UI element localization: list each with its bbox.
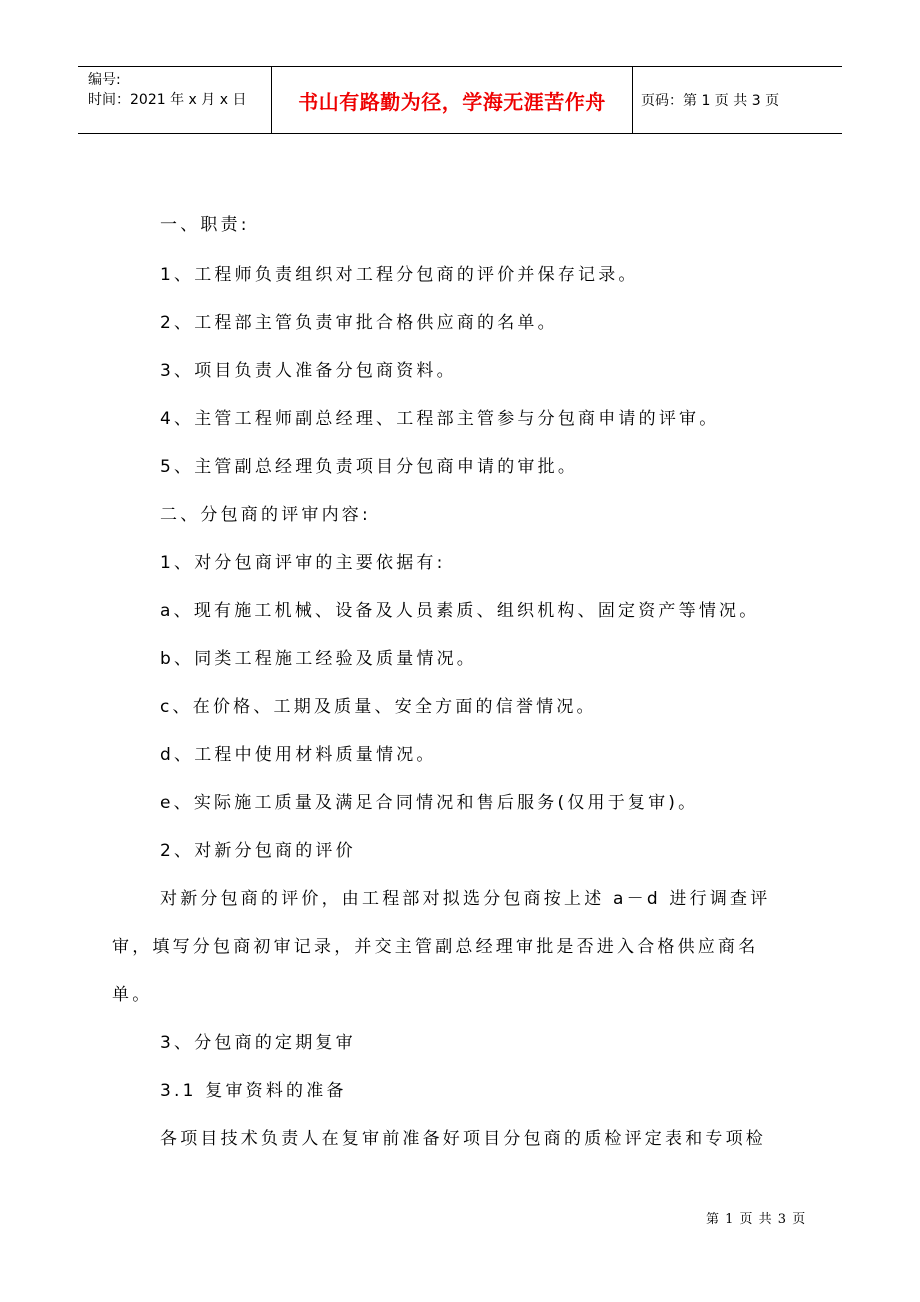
document-header: [78, 66, 842, 134]
body-line: c、在价格、工期及质量、安全方面的信誉情况。: [160, 697, 597, 717]
paragraph-new-subcontractor-line2: 审，填写分包商初审记录，并交主管副总经理审批是否进入合格供应商名: [112, 937, 759, 957]
document-number-label: 编号:: [88, 72, 121, 88]
section-heading-duties: 一、职责:: [160, 215, 250, 235]
paragraph-new-subcontractor-line3: 单。: [112, 985, 153, 1005]
body-line: 3、项目负责人准备分包商资料。: [160, 361, 457, 381]
page-footer: 第 1 页 共 3 页: [706, 1212, 807, 1227]
body-line: 4、主管工程师副总经理、工程部主管参与分包商申请的评审。: [160, 409, 720, 429]
header-motto: 书山有路勤为径，学海无涯苦作舟: [272, 67, 633, 133]
body-line: 5、主管副总经理负责项目分包商申请的审批。: [160, 457, 579, 477]
body-line: 2、对新分包商的评价: [160, 841, 356, 861]
body-line: a、现有施工机械、设备及人员素质、组织机构、固定资产等情况。: [160, 601, 760, 621]
paragraph-prep-line1: 各项目技术负责人在复审前准备好项目分包商的质检评定表和专项检: [160, 1129, 766, 1149]
body-line: 3、分包商的定期复审: [160, 1033, 356, 1053]
paragraph-new-subcontractor-line1: 对新分包商的评价，由工程部对拟选分包商按上述 a－d 进行调查评: [160, 889, 771, 909]
document-date-label: 时间：2021 年 x 月 x 日: [88, 92, 247, 108]
body-line: 2、工程部主管负责审批合格供应商的名单。: [160, 313, 558, 333]
header-meta-cell: [78, 67, 272, 133]
header-page-code: 页码：第 1 页 共 3 页: [641, 93, 780, 109]
section-heading-review-content: 二、分包商的评审内容:: [160, 505, 371, 525]
body-line: e、实际施工质量及满足合同情况和售后服务(仅用于复审)。: [160, 793, 699, 813]
body-line: 1、对分包商评审的主要依据有:: [160, 553, 446, 573]
body-line: d、工程中使用材料质量情况。: [160, 745, 437, 765]
body-line: 1、工程师负责组织对工程分包商的评价并保存记录。: [160, 265, 639, 285]
body-line: 3.1 复审资料的准备: [160, 1081, 347, 1101]
body-line: b、同类工程施工经验及质量情况。: [160, 649, 477, 669]
